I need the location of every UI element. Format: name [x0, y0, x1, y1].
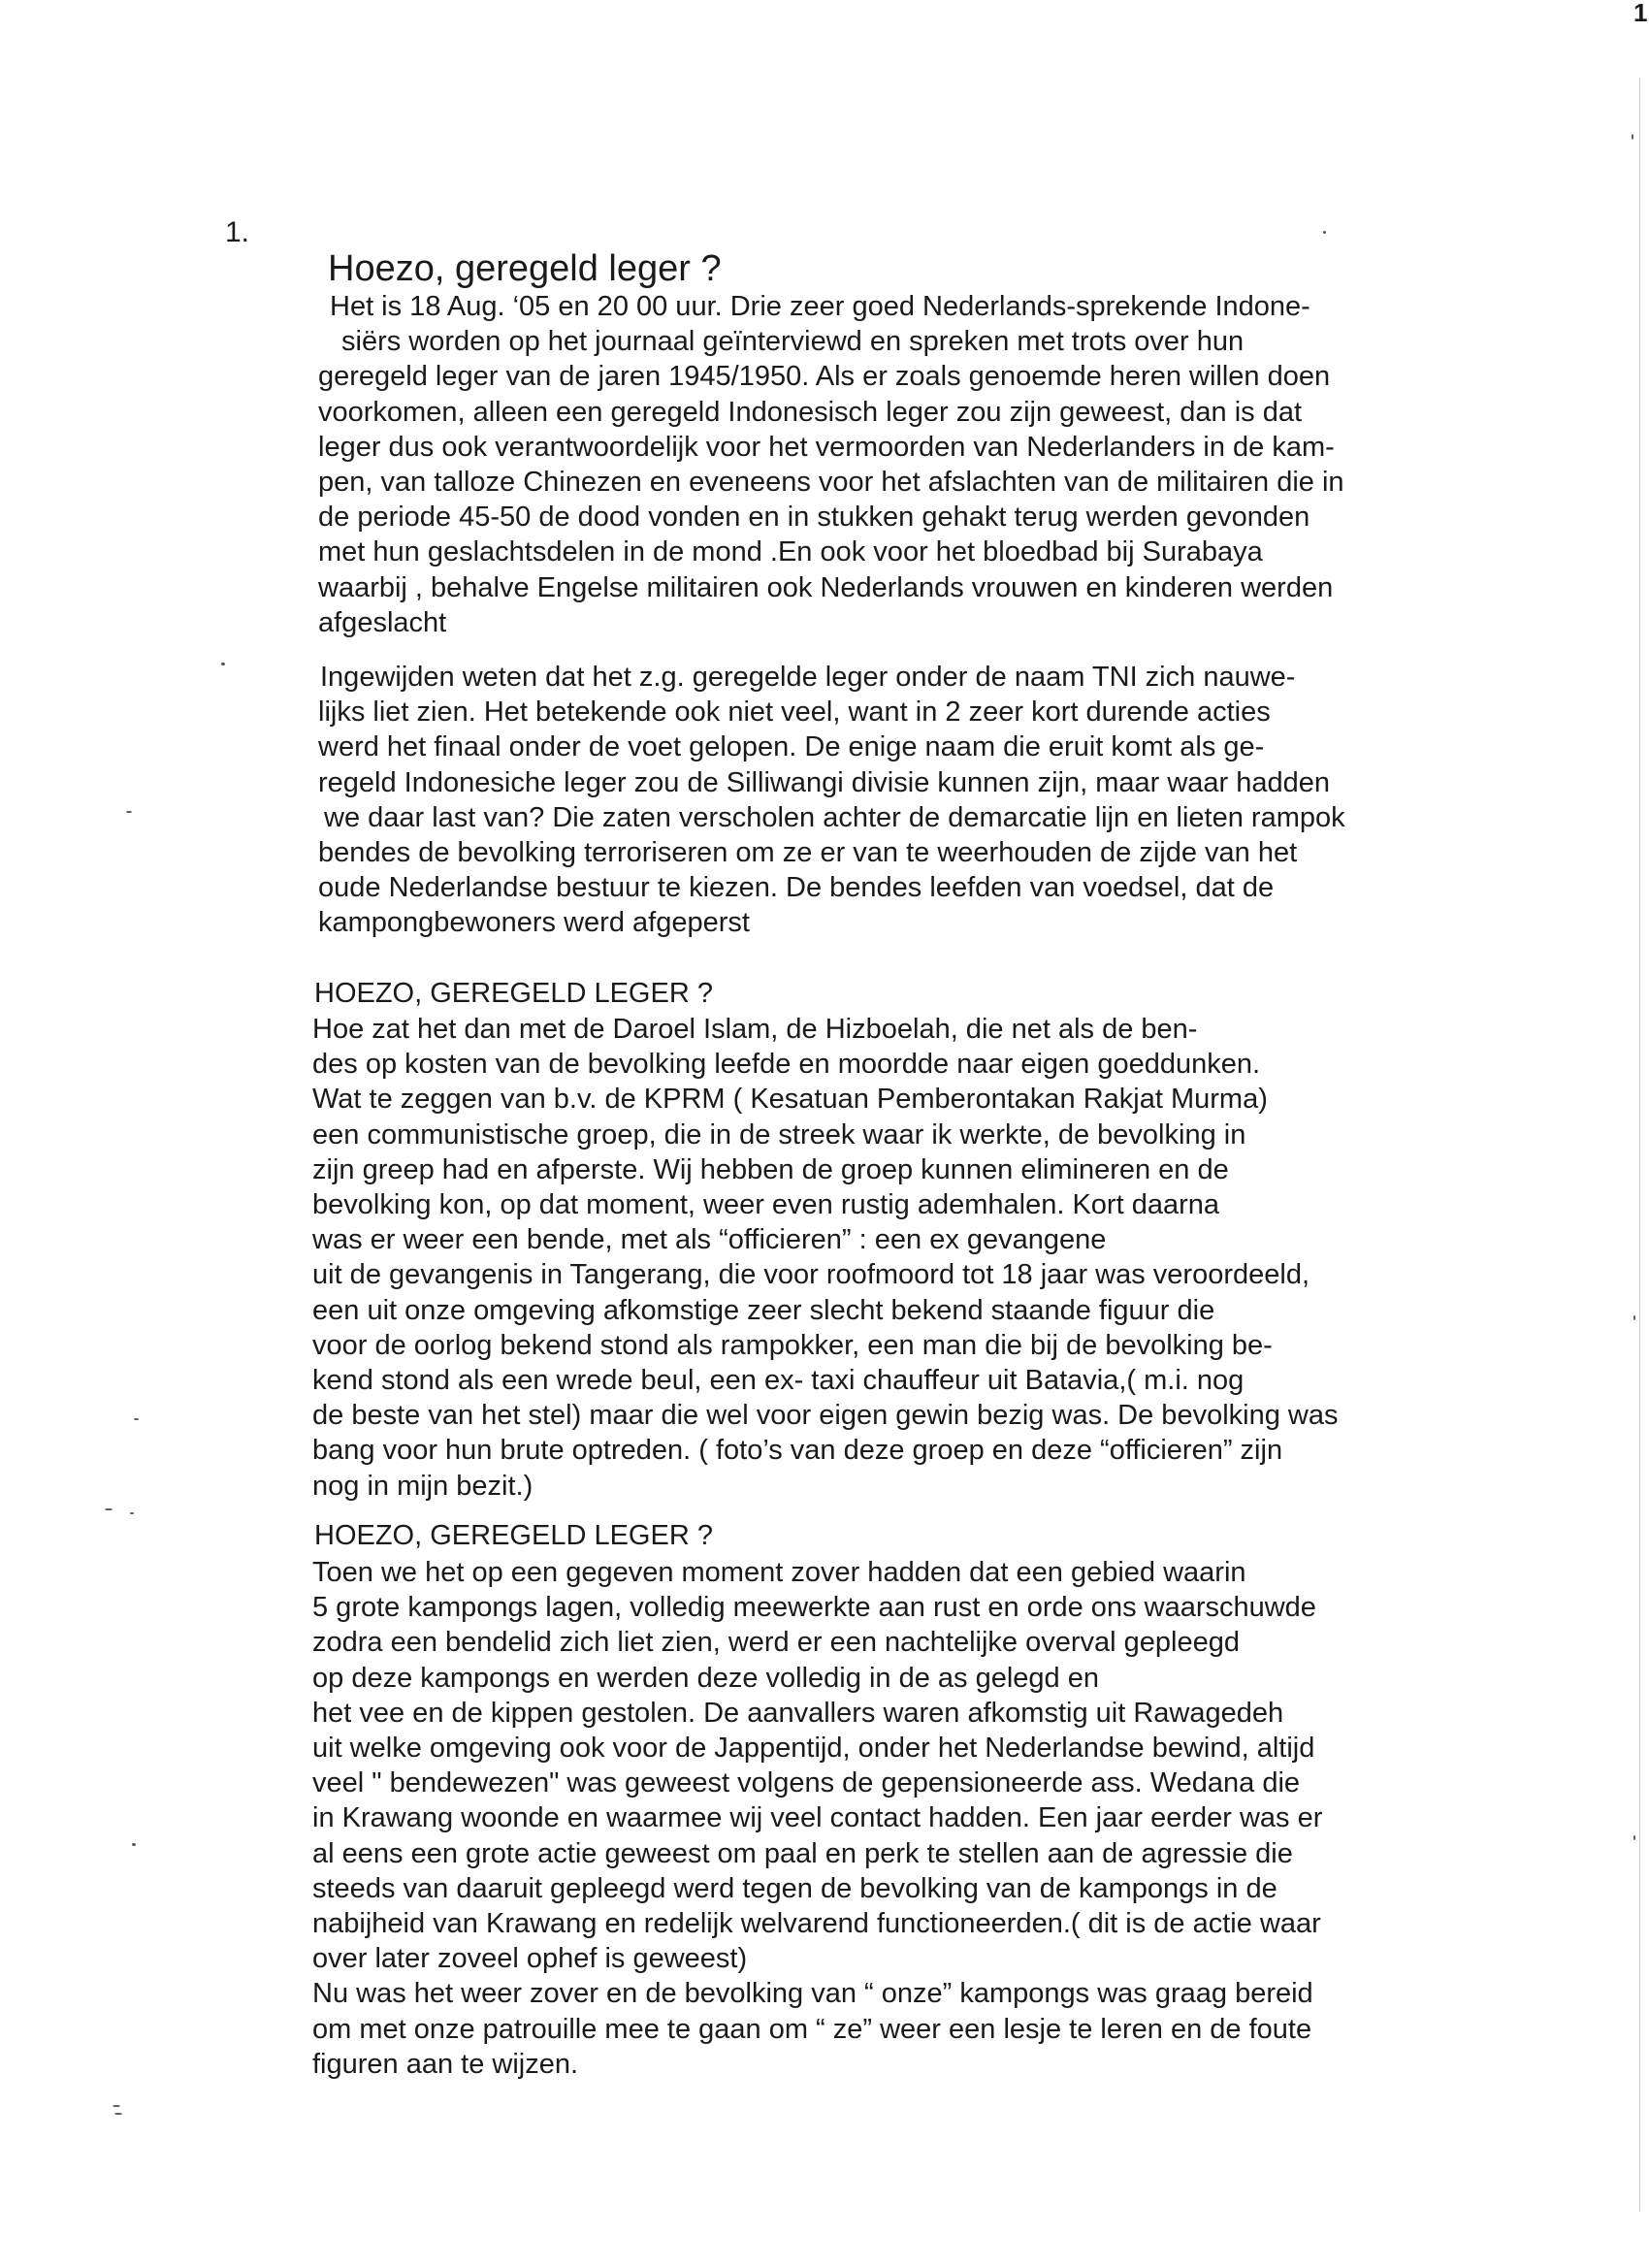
text-line: Hoe zat het dan met de Daroel Islam, de Hizboelah, die net als de ben- — [312, 1014, 1198, 1045]
paragraph-1 — [312, 289, 1418, 640]
text-line: geregeld leger van de jaren 1945/1950. Als er zoals genoemde heren willen doen — [318, 361, 1331, 393]
scan-speck — [126, 811, 132, 813]
text-line: lijks liet zien. Het betekende ook niet veel, want in 2 zeer kort durende acties — [318, 697, 1271, 729]
text-line: we daar last van? Die zaten verscholen achter de demarcatie lijn en lieten rampok — [324, 801, 1345, 833]
text-line: het vee en de kippen gestolen. De aanvallers waren afkomstig uit Rawagedeh — [312, 1697, 1284, 1729]
paragraph-4 — [312, 1555, 1418, 2082]
text-line: leger dus ook verantwoordelijk voor het vermoorden van Nederlanders in de kam- — [318, 431, 1335, 463]
scan-speck — [132, 1843, 136, 1846]
text-line: bevolking kon, op dat moment, weer even rustig ademhalen. Kort daarna — [312, 1189, 1219, 1221]
scan-speck — [1632, 134, 1633, 140]
scan-speck — [105, 1508, 113, 1510]
text-line: steeds van daaruit gepleegd werd tegen de bevolking van de kampongs in de — [312, 1872, 1277, 1904]
text-line: Het is 18 Aug. ‘05 en 20 00 uur. Drie zeer goed Nederlands-sprekende Indone- — [330, 291, 1310, 322]
text-line: de periode 45-50 de dood vonden en in stukken gehakt terug werden gevonden — [318, 502, 1310, 534]
scan-speck — [1323, 231, 1326, 234]
text-line: de beste van het stel) maar die wel voor eigen gewin bezig was. De bevolking was — [312, 1400, 1339, 1432]
text-line: een uit onze omgeving afkomstige zeer slecht bekend staande figuur die — [312, 1294, 1215, 1326]
text-line: uit welke omgeving ook voor de Jappentijd, onder het Nederlandse bewind, altijd — [312, 1733, 1315, 1765]
scan-edge-line — [1639, 78, 1640, 2212]
text-line: Ingewijden weten dat het z.g. geregelde leger onder de naam TNI zich nauwe- — [320, 662, 1296, 693]
text-line: regeld Indonesiche leger zou de Silliwangi divisie kunnen zijn, maar waar hadden — [318, 766, 1331, 798]
text-line: met hun geslachtsdelen in de mond .En ook voor het bloedbad bij Surabaya — [318, 536, 1263, 568]
text-line: siërs worden op het journaal geïnterviewd en spreken met trots over hun — [341, 326, 1245, 358]
text-line: des op kosten van de bevolking leefde en moordde naar eigen goeddunken. — [312, 1049, 1261, 1081]
text-line: 5 grote kampongs lagen, volledig meewerkte aan rust en orde ons waarschuwde — [312, 1592, 1316, 1624]
section-heading-1: HOEZO, GEREGELD LEGER ? — [314, 978, 713, 1009]
scan-speck — [1633, 1315, 1635, 1320]
text-line: uit de gevangenis in Tangerang, die voor roofmoord tot 18 jaar was veroordeeld, — [312, 1259, 1310, 1291]
scan-speck — [134, 1418, 139, 1420]
text-line: voor de oorlog bekend stond als rampokker, een man die bij de bevolking be- — [312, 1329, 1273, 1361]
text-line: op deze kampongs en werden deze volledig in de as gelegd en — [312, 1662, 1099, 1694]
text-line: veel " bendewezen" was geweest volgens de gepensioneerde ass. Wedana die — [312, 1767, 1301, 1799]
text-line: over later zoveel ophef is geweest) — [312, 1943, 748, 1975]
text-line: een communistische groep, die in de streek waar ik werkte, de bevolking in — [312, 1118, 1246, 1150]
text-line: Toen we het op een gegeven moment zover hadden dat een gebied waarin — [312, 1557, 1246, 1588]
text-line: zijn greep had en afperste. Wij hebben de groep kunnen elimineren en de — [312, 1153, 1229, 1185]
text-line: figuren aan te wijzen. — [312, 2048, 579, 2080]
text-line: werd het finaal onder de voet gelopen. De enige naam die eruit komt als ge- — [318, 731, 1265, 763]
scan-speck — [130, 1512, 134, 1514]
scan-speck — [114, 2113, 122, 2115]
document-title: Hoezo, geregeld leger ? — [328, 248, 722, 289]
text-line: Wat te zeggen van b.v. de KPRM ( Kesatuan Pemberontakan Rakjat Murma) — [312, 1084, 1268, 1116]
paragraph-3 — [312, 1012, 1418, 1504]
text-line: was er weer een bende, met als “officieren” : een ex gevangene — [312, 1224, 1107, 1256]
text-line: om met onze patrouille mee te gaan om “ ze” weer een lesje te leren en de foute — [312, 2013, 1312, 2045]
text-line: al eens een grote actie geweest om paal en perk te stellen aan de agressie die — [312, 1837, 1293, 1869]
text-line: oude Nederlandse bestuur te kiezen. De bendes leefden van voedsel, dat de — [318, 872, 1275, 904]
text-line: in Krawang woonde en waarmee wij veel contact hadden. Een jaar eerder was er — [312, 1802, 1323, 1834]
scan-speck — [221, 663, 225, 665]
section-heading-2: HOEZO, GEREGELD LEGER ? — [314, 1520, 713, 1551]
text-line: nabijheid van Krawang en redelijk welvarend functioneerden.( dit is de actie waar — [312, 1908, 1321, 1940]
text-line: Nu was het weer zover en de bevolking van “ onze” kampongs was graag bereid — [312, 1978, 1313, 2010]
text-line: kampongbewoners werd afgeperst — [318, 907, 750, 939]
text-line: waarbij , behalve Engelse militairen ook Nederlands vrouwen en kinderen werden — [318, 571, 1334, 603]
text-line: afgeslacht — [318, 606, 447, 638]
text-line: bang voor hun brute optreden. ( foto’s van deze groep en deze “officieren” zijn — [312, 1435, 1283, 1467]
text-line: pen, van talloze Chinezen en eveneens voor het afslachten van de militairen die in — [318, 467, 1344, 499]
text-line: nog in mijn bezit.) — [312, 1470, 534, 1502]
scan-speck — [1633, 1835, 1635, 1840]
text-line: kend stond als een wrede beul, een ex- taxi chauffeur uit Batavia,( m.i. nog — [312, 1365, 1245, 1397]
paragraph-2 — [312, 660, 1418, 941]
text-line: bendes de bevolking terroriseren om ze er van te weerhouden de zijde van het — [318, 837, 1298, 869]
scan-speck — [113, 2105, 120, 2107]
page-number: 1. — [225, 216, 250, 248]
text-line: zodra een bendelid zich liet zien, werd er een nachtelijke overval gepleegd — [312, 1627, 1240, 1659]
text-line: voorkomen, alleen een geregeld Indonesisch leger zou zijn geweest, dan is dat — [318, 396, 1303, 428]
corner-page-mark: 1 — [1633, 0, 1648, 27]
